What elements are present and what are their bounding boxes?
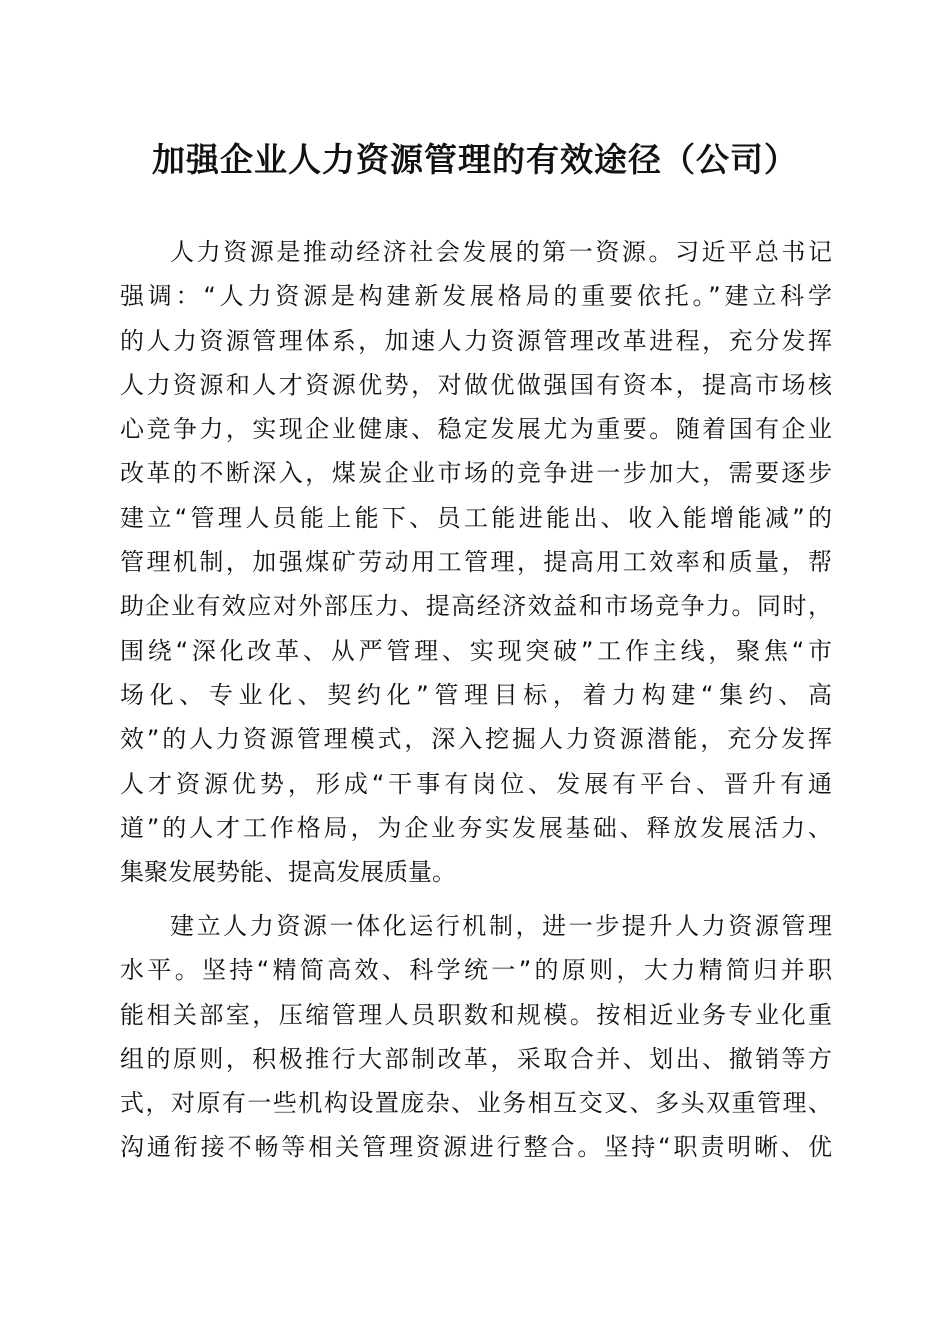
text-line: 人才资源优势，形成“干事有岗位、发展有平台、晋升有通 <box>120 769 832 798</box>
text-line: 效”的人力资源管理模式，深入挖掘人力资源潜能，充分发挥 <box>120 725 832 754</box>
text-line: 人力资源和人才资源优势，对做优做强国有资本，提高市场核 <box>120 370 832 399</box>
text-line: 道”的人才工作格局，为企业夯实发展基础、释放发展活力、 <box>120 813 832 842</box>
text-line: 沟通衔接不畅等相关管理资源进行整合。坚持“职责明晰、优 <box>120 1133 832 1162</box>
text-line: 围绕“深化改革、从严管理、实现突破”工作主线，聚焦“市 <box>120 636 832 665</box>
text-line: 式，对原有一些机构设置庞杂、业务相互交叉、多头双重管理、 <box>120 1089 832 1118</box>
text-line: 集聚发展势能、提高发展质量。 <box>120 858 456 887</box>
text-line: 水平。坚持“精简高效、科学统一”的原则，大力精简归并职 <box>120 956 832 985</box>
text-line: 管理机制，加强煤矿劳动用工管理，提高用工效率和质量，帮 <box>120 548 832 577</box>
text-line: 组的原则，积极推行大部制改革，采取合并、划出、撤销等方 <box>120 1044 832 1073</box>
text-line: 场化、专业化、契约化”管理目标，着力构建“集约、高 <box>120 680 832 709</box>
paragraph-2 <box>120 904 832 1170</box>
text-line: 人力资源是推动经济社会发展的第一资源。习近平总书记 <box>170 238 832 266</box>
text-line: 能相关部室，压缩管理人员职数和规模。按相近业务专业化重 <box>120 1000 832 1029</box>
text-line: 建立人力资源一体化运行机制，进一步提升人力资源管理 <box>170 912 832 940</box>
paragraph-1 <box>120 230 832 894</box>
text-line: 的人力资源管理体系，加速人力资源管理改革进程，充分发挥 <box>120 326 832 355</box>
text-line: 改革的不断深入，煤炭企业市场的竞争进一步加大，需要逐步 <box>120 459 832 488</box>
text-line: 建立“管理人员能上能下、员工能进能出、收入能增能减”的 <box>120 503 832 532</box>
document-title: 加强企业人力资源管理的有效途径（公司） <box>152 140 798 179</box>
text-line: 心竞争力，实现企业健康、稳定发展尤为重要。随着国有企业 <box>120 415 832 444</box>
text-line: 强调：“人力资源是构建新发展格局的重要依托。”建立科学 <box>120 282 832 311</box>
text-line: 助企业有效应对外部压力、提高经济效益和市场竞争力。同时， <box>120 592 832 621</box>
